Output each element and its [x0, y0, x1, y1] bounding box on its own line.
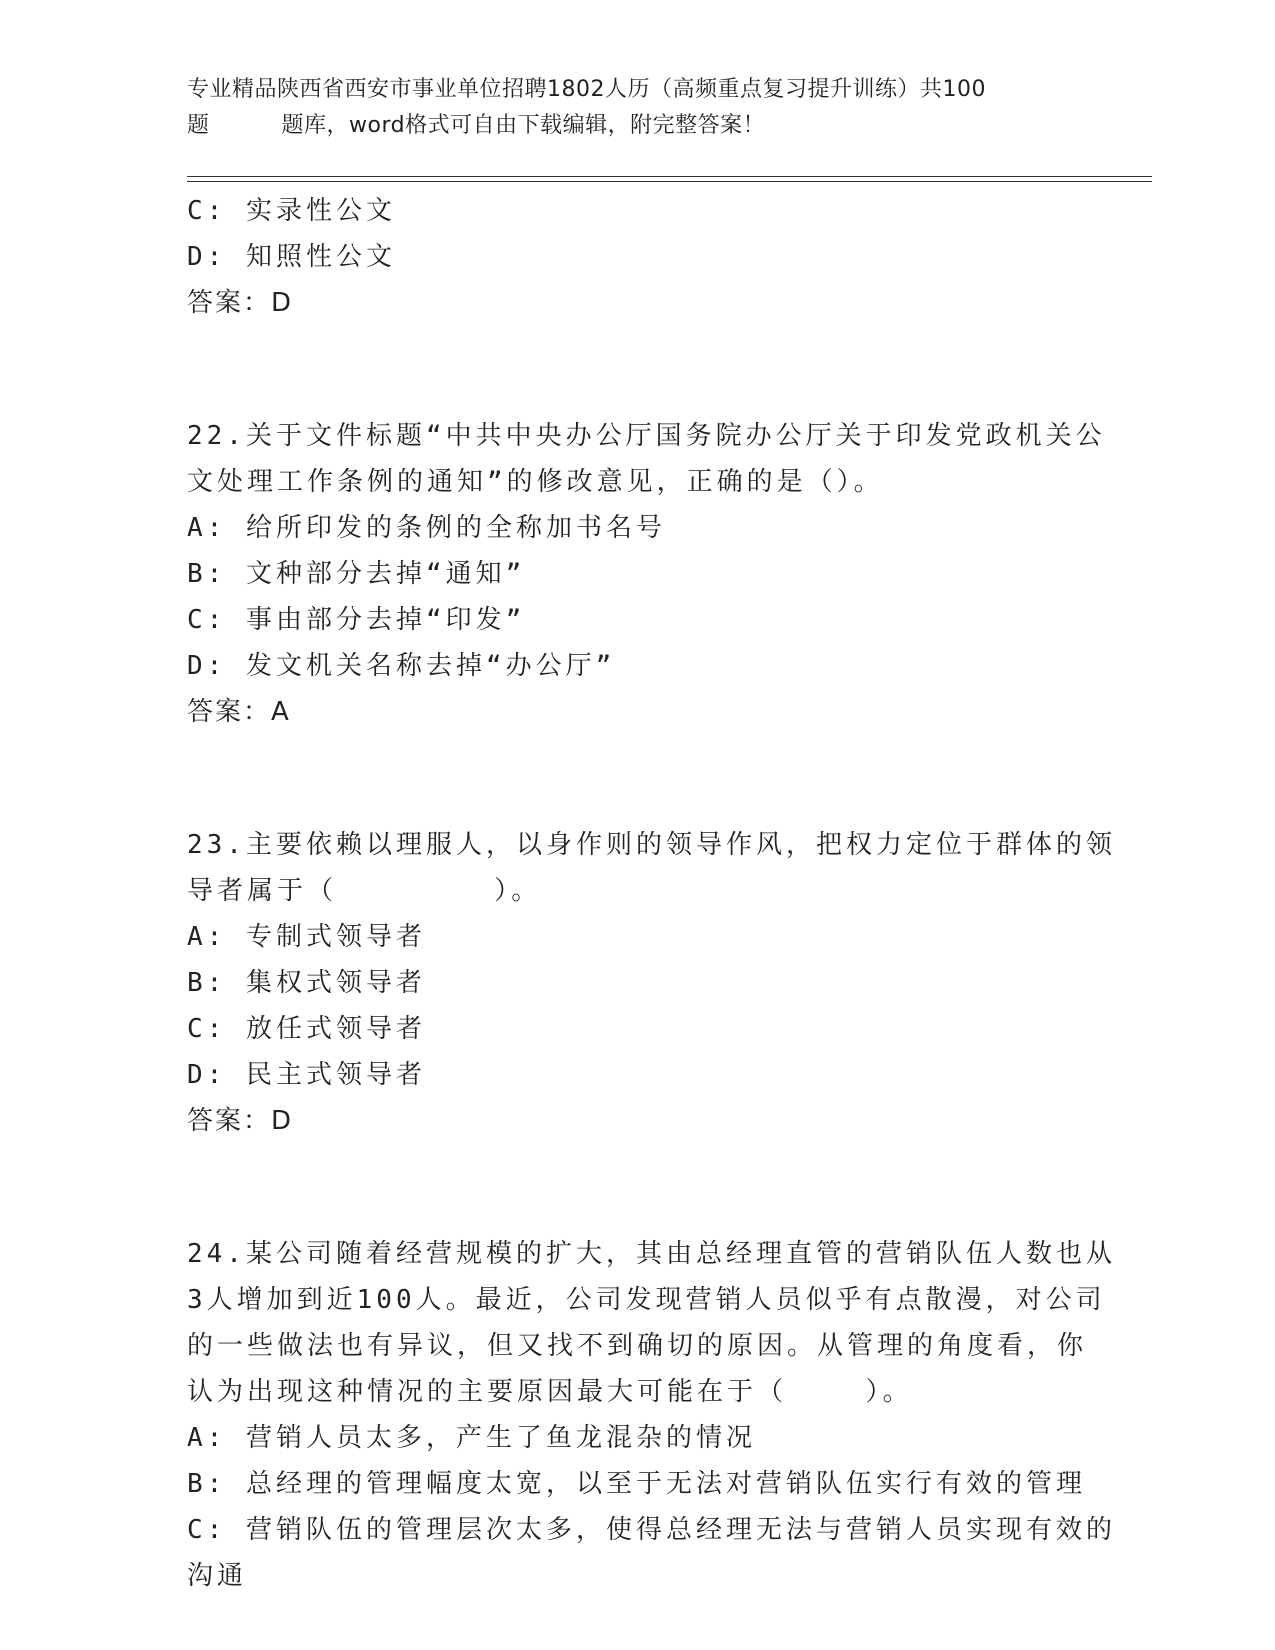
document-header — [187, 72, 1077, 144]
answer-label: 答案：A — [187, 697, 291, 727]
question-stem: 的一些做法也有异议，但又找不到确切的原因。从管理的角度看，你 — [187, 1331, 1088, 1361]
document-body — [187, 188, 1116, 1599]
option-c-continuation: 沟通 — [187, 1561, 248, 1591]
answer-label: 答案：D — [187, 1106, 294, 1136]
question-stem: 23.主要依赖以理服人，以身作则的领导作风，把权力定位于群体的领 — [187, 830, 1116, 860]
option-a: A: 专制式领导者 — [187, 922, 426, 952]
header-divider-bottom — [187, 181, 1152, 182]
question-stem: 导者属于（ ）。 — [187, 876, 542, 906]
option-a: A: 营销人员太多，产生了鱼龙混杂的情况 — [187, 1423, 756, 1453]
option-d: D: 发文机关名称去掉“办公厅” — [187, 651, 616, 681]
question-21-tail — [187, 188, 1087, 326]
header-title-line2 — [187, 108, 1077, 144]
question-stem: 文处理工作条例的通知”的修改意见，正确的是（）。 — [187, 467, 884, 497]
option-d: D: 知照性公文 — [187, 242, 396, 272]
question-stem: 24.某公司随着经营规模的扩大，其由总经理直管的营销队伍人数也从 — [187, 1239, 1116, 1269]
option-a: A: 给所印发的条例的全称加书名号 — [187, 513, 666, 543]
option-d: D: 民主式领导者 — [187, 1060, 426, 1090]
option-c: C: 放任式领导者 — [187, 1014, 426, 1044]
option-c: C: 事由部分去掉“印发” — [187, 605, 526, 635]
question-stem: 22.关于文件标题“中共中央办公厅国务院办公厅关于印发党政机关公 — [187, 421, 1106, 451]
question-22 — [187, 413, 1106, 735]
header-line2-left: 题 — [187, 113, 210, 138]
answer-label: 答案：D — [187, 288, 294, 318]
header-title-line1: 专业精品陕西省西安市事业单位招聘1802人历（高频重点复习提升训练）共100 — [187, 77, 986, 102]
header-divider-top — [187, 176, 1152, 177]
option-c: C: 营销队伍的管理层次太多，使得总经理无法与营销人员实现有效的 — [187, 1515, 1116, 1545]
question-stem: 认为出现这种情况的主要原因最大可能在于（ ）。 — [187, 1377, 913, 1407]
option-b: B: 总经理的管理幅度太宽，以至于无法对营销队伍实行有效的管理 — [187, 1469, 1086, 1499]
question-stem: 3人增加到近100人。最近，公司发现营销人员似乎有点散漫，对公司 — [187, 1285, 1106, 1315]
option-b: B: 集权式领导者 — [187, 968, 426, 998]
option-b: B: 文种部分去掉“通知” — [187, 559, 526, 589]
option-c: C: 实录性公文 — [187, 196, 396, 226]
question-24 — [187, 1231, 1116, 1599]
header-line2-right: 题库，word格式可自由下载编辑，附完整答案！ — [281, 113, 766, 138]
question-23 — [187, 822, 1116, 1144]
